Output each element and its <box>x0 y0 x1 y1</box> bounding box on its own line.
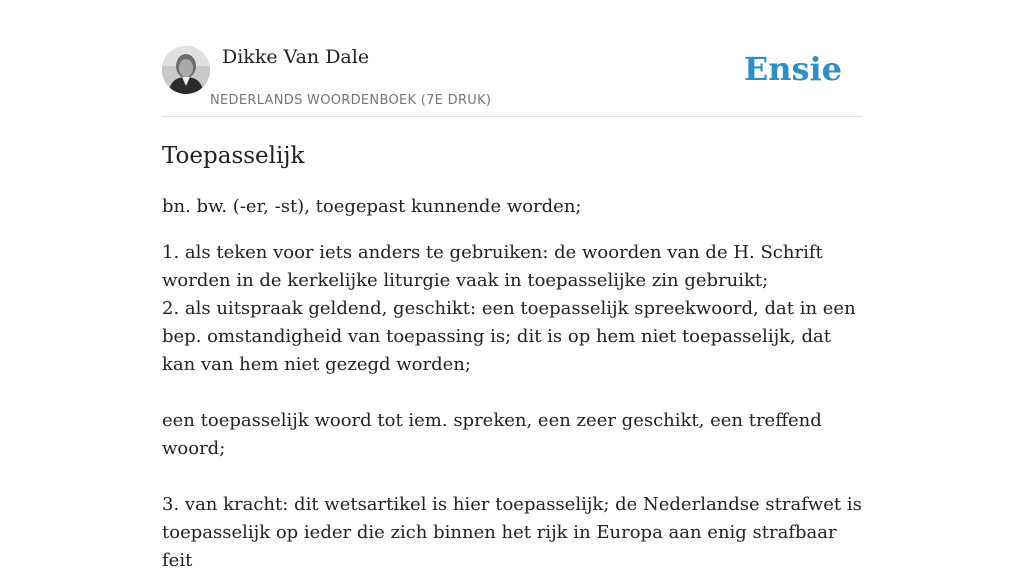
definition-1: 1. als teken voor iets anders te gebruiken: de woorden van de H. Schrift worden in de kerkelijke liturgie vaak in toepasselijke zin gebruikt; <box>162 242 823 291</box>
definition-3: 3. van kracht: dit wetsartikel is hier toepasselijk; de Nederlandse strafwet is toepasselijk op ieder die zich binnen het rijk in Europa aan enig strafbaar feit <box>162 494 862 571</box>
header <box>162 0 862 117</box>
dictionary-subtitle[interactable]: NEDERLANDS WOORDENBOEK (7E DRUK) <box>210 93 492 108</box>
entry-lead: bn. bw. (-er, -st), toegepast kunnende worden; <box>162 196 582 217</box>
brand-logo[interactable]: Ensie <box>743 50 842 88</box>
definition-example: een toepasselijk woord tot iem. spreken, een zeer geschikt, een treffend woord; <box>162 410 822 459</box>
entry-body <box>162 239 862 575</box>
definition-2: 2. als uitspraak geldend, geschikt: een toepasselijk spreekwoord, dat in een bep. omstandigheid van toepassing is; dit is op hem niet toepasselijk, dat kan van hem niet gezegd worden; <box>162 298 856 375</box>
author-name[interactable]: Dikke Van Dale <box>222 46 370 68</box>
portrait-icon <box>162 46 210 94</box>
author-avatar[interactable] <box>162 46 210 94</box>
entry-title: Toepasselijk <box>162 143 305 169</box>
page <box>162 0 862 575</box>
